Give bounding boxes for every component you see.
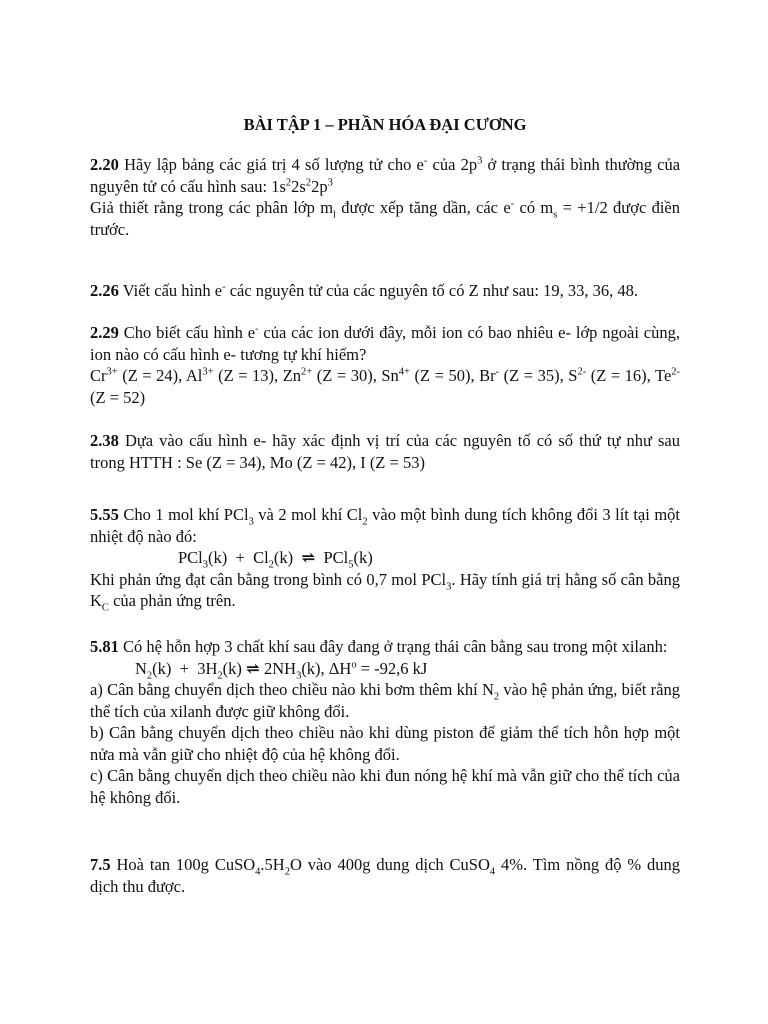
superscript: - [255,323,259,335]
problem-2-20 [90,154,680,240]
problem-5-55 [90,504,680,612]
ion-charge: 2+ [301,366,313,378]
ion-symbol: Te [655,366,672,385]
eq-term: PCl [178,548,203,567]
problem-text: Hoà tan 100g CuSO [116,855,256,874]
problem-text: được xếp tăng dần, các e [335,198,511,217]
subscript: 2 [146,669,153,681]
ion-charge: 3+ [202,366,214,378]
ion-charge: 3+ [106,366,118,378]
subscript: 2 [284,866,290,878]
subscript: 3 [202,559,209,571]
subscript: 3 [248,516,254,528]
superscript: - [423,155,428,167]
problem-2-29-statement [90,322,680,365]
equilibrium-arrow-icon: ⇌ [301,548,316,567]
problem-text: Khi phản ứng đạt cân bằng trong bình có 0,7 mol PCl [90,569,447,589]
subscript: 2 [493,691,500,703]
subscript: 2 [268,559,274,571]
problem-text: Có hệ hỗn hợp 3 chất khí sau đây đang ở trạng thái cân bằng sau trong một xilanh: [123,637,668,656]
ion-sn [381,366,479,385]
ion-zn [283,366,382,385]
problem-text: O vào 400g dung dịch CuSO [289,855,490,874]
subscript: 3 [296,669,302,681]
problem-text: của các ion dưới đây, mỗi ion có bao nhiêu e- lớp ngoài cùng, ion nào có cấu hình e- tương tự khí hiếm? [90,323,680,364]
problem-2-20-statement [90,154,680,197]
subscript: l [333,209,336,221]
problem-number: 5.81 [90,637,119,656]
problem-2-38-statement [90,430,680,473]
problem-text: 2s [291,176,306,196]
problem-number: 5.55 [90,505,119,524]
problem-text: của 2p [427,155,478,174]
problem-text: có m [514,198,554,217]
problem-number: 7.5 [90,855,111,874]
problem-5-81-statement [90,636,680,658]
problem-5-81 [90,636,680,808]
ion-charge: 2- [671,366,681,378]
ion-charge: 2- [577,366,587,378]
ion-charge: 4+ [398,366,410,378]
problem-2-26 [90,280,680,302]
subscript: 4 [255,866,261,878]
ion-symbol: Al [185,366,203,385]
superscript: 3 [477,155,483,167]
problem-2-20-note [90,197,680,240]
eq-term: (k), ΔH [301,658,352,678]
eq-term: 2NH [263,658,297,678]
problem-5-81-question-b: b) Cân bằng chuyển dịch theo chiều nào khi dùng piston để giảm thể tích hỗn hợp một nửa mà vẫn giữ cho nhiệt độ của hệ không đổi. [90,723,680,764]
problem-7-5-statement [90,854,680,897]
superscript: 2 [305,177,312,188]
superscript: - [510,198,515,210]
ion-al [186,366,283,385]
problem-number: 2.26 [90,281,119,300]
ion-z: (Z = 24), [117,366,186,385]
problem-2-29-ions [90,365,680,408]
problem-text: Dựa vào cấu hình e- hãy xác định vị trí của các nguyên tố có số thứ tự như sau trong HTTH : Se (Z = 34), Mo (Z = 42), I (Z = 53) [90,431,680,472]
ion-z: (Z = 35), [499,366,569,385]
ion-symbol: Cr [90,366,107,385]
subscript: 5 [348,559,354,571]
ion-symbol: Br [479,366,496,385]
ion-z: (Z = 16), [586,366,656,385]
problem-7-5 [90,854,680,897]
problem-text: các nguyên tử của các nguyên tố có Z như sau: 19, 33, 36, 48. [225,281,638,300]
superscript: o [351,659,357,670]
problem-5-55-statement [90,504,680,547]
problem-5-81-question-a [90,679,680,722]
eq-term: N [135,658,147,678]
ion-charge: - [495,366,500,378]
ion-z: (Z = 50), [409,366,480,385]
problem-text: ở trạng thái bình thường của nguyên tử có cấu hình sau: 1s [90,155,681,196]
ion-z: (Z = 13), [213,366,283,385]
ion-symbol: Sn [381,366,399,385]
problem-text: vào hệ phản ứng, biết rằng thể tích của xilanh được giữ không đổi. [90,680,680,721]
eq-term: (k) [273,548,294,567]
superscript: 2 [285,177,292,188]
problem-text: vào một bình dung tích không đổi 3 lít tại một nhiệt độ nào đó: [90,505,680,546]
problem-2-38 [90,430,680,473]
ion-z: (Z = 52) [90,387,146,407]
problem-text: Giả thiết rằng trong các phân lớp m [90,198,334,217]
eq-term: PCl [323,548,349,567]
problem-text: a) Cân bằng chuyển dịch theo chiều nào khi bơm thêm khí N [90,680,494,699]
eq-term: (k) + Cl [208,548,269,567]
equation-5-81 [90,658,680,680]
subscript: 2 [217,669,223,681]
problem-text: và 2 mol khí Cl [253,505,363,524]
superscript: 3 [327,177,333,188]
problem-text: Cho biết cấu hình e [123,323,256,342]
subscript: 2 [362,516,368,528]
equation-5-55 [90,547,680,569]
problem-text: của phản ứng trên. [108,591,236,610]
problem-text: .5H [260,855,285,874]
ion-br [479,366,568,385]
ion-s [568,366,655,385]
subscript: 3 [446,580,452,592]
subscript: 4 [489,866,496,878]
ion-z: (Z = 30), [312,366,382,385]
ion-cr [90,366,186,385]
ion-symbol: Zn [282,366,302,385]
equilibrium-arrow-icon: ⇌ [246,658,260,678]
problem-2-29 [90,322,680,408]
problem-text: . Hãy tính giá trị hằng số cân bằng K [90,569,680,610]
eq-term: (k) [353,548,373,567]
problem-5-81-question-c: c) Cân bằng chuyển dịch theo chiều nào khi đun nóng hệ khí mà vẫn giữ cho thể tích của hệ không đổi. [90,766,680,807]
superscript: - [222,281,226,293]
eq-term: (k) + 3H [152,658,218,678]
problem-number: 2.38 [90,431,119,450]
page-title: BÀI TẬP 1 – PHẦN HÓA ĐẠI CƯƠNG [243,115,527,134]
problem-text: 4%. Tìm nồng độ % dung dịch thu được. [90,855,681,896]
subscript: C [101,602,109,614]
problem-text: Cho 1 mol khí PCl [123,505,249,524]
eq-term: (k) [222,658,242,678]
problem-text: Hãy lập bảng các giá trị 4 số lượng tử cho e [124,155,424,174]
subscript: s [553,209,558,221]
eq-term: = -92,6 kJ [356,658,428,678]
problem-5-55-question [90,569,680,612]
problem-number: 2.20 [90,155,119,174]
problem-number: 2.29 [90,323,119,342]
problem-text: = +1/2 được điền trước. [90,198,681,239]
problem-text: 2p [311,176,328,196]
problem-text: Viết cấu hình e [122,281,223,300]
ion-symbol: S [568,366,578,385]
problem-2-26-statement [90,280,680,302]
